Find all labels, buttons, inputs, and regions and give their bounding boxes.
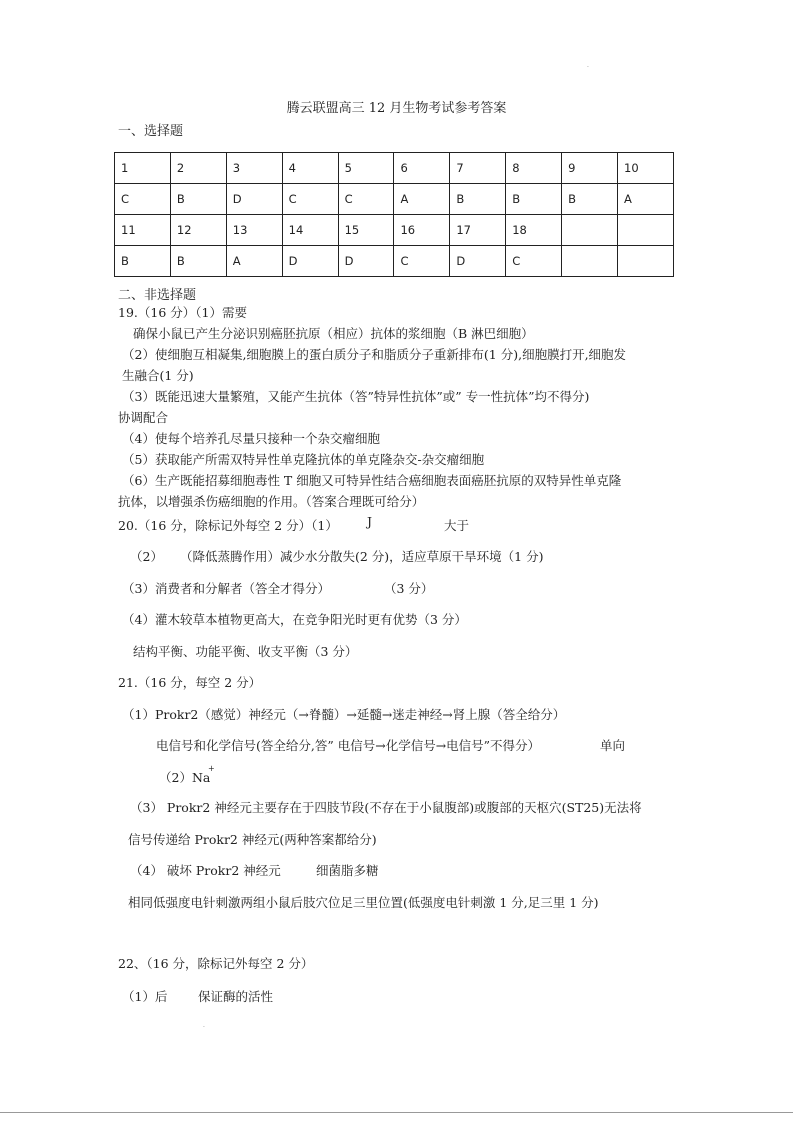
answer-table-cell xyxy=(618,215,674,246)
answer-table-cell: 9 xyxy=(562,153,618,184)
answer-table-cell: A xyxy=(618,184,674,215)
answer-table-cell: 13 xyxy=(226,215,282,246)
q20-line: （2） xyxy=(130,549,163,564)
answer-table-cell: 11 xyxy=(115,215,171,246)
q22-line: 保证酶的活性 xyxy=(198,989,274,1004)
answer-table-cell: D xyxy=(282,246,338,277)
answer-table-cell: 2 xyxy=(170,153,226,184)
answer-table-cell: C xyxy=(394,246,450,277)
q21-line: 信号传递给 Prokr2 神经元(两种答案都给分) xyxy=(128,832,377,847)
answer-table-row xyxy=(115,184,674,215)
q21-line: 相同低强度电针刺激两组小鼠后肢穴位足三里位置(低强度电针刺激 1 分,足三里 1 分) xyxy=(128,895,599,910)
q20-answer-j: J xyxy=(367,514,373,529)
q20-line: 结构平衡、功能平衡、收支平衡（3 分） xyxy=(133,644,358,659)
bottom-rule xyxy=(0,1112,793,1113)
answer-table-cell: D xyxy=(450,246,506,277)
answer-table-row xyxy=(115,215,674,246)
q20-answer-greater: 大于 xyxy=(444,518,470,533)
q19-header: 19.（16 分）（1）需要 xyxy=(118,305,247,320)
q21-line: （4） 破坏 Prokr2 神经元 xyxy=(130,863,281,878)
answer-table-cell: B xyxy=(450,184,506,215)
answer-table-cell: C xyxy=(506,246,562,277)
q19-line: 确保小鼠已产生分泌识别癌胚抗原（相应）抗体的浆细胞（B 淋巴细胞） xyxy=(133,326,534,341)
q21-line: 单向 xyxy=(600,738,626,753)
q20-header: 20.（16 分，除标记外每空 2 分）（1） xyxy=(118,518,338,533)
q21-line: （3） Prokr2 神经元主要存在于四肢节段(不存在于小鼠腹部)或腹部的天枢穴(ST25)无法将 xyxy=(130,800,642,815)
answer-table xyxy=(114,152,674,277)
answer-table-cell: C xyxy=(282,184,338,215)
corner-dot: · xyxy=(587,64,589,71)
answer-table-cell: B xyxy=(506,184,562,215)
answer-table-cell xyxy=(618,246,674,277)
q19-line: （2）使细胞互相凝集,细胞膜上的蛋白质分子和脂质分子重新排布(1 分),细胞膜打开,细胞发 xyxy=(122,347,627,362)
bottom-dot: · xyxy=(203,1024,205,1031)
section-nonchoice-heading: 二、非选择题 xyxy=(118,288,197,303)
section-choice-heading: 一、选择题 xyxy=(118,124,184,139)
q22-header: 22、（16 分，除标记外每空 2 分） xyxy=(118,956,314,971)
answer-table-cell: 10 xyxy=(618,153,674,184)
q19-line: 协调配合 xyxy=(118,410,169,425)
q19-line: （3）既能迅速大量繁殖，又能产生抗体（答”特异性抗体”或” 专一性抗体”均不得分) xyxy=(122,389,590,404)
answer-table-cell: 5 xyxy=(338,153,394,184)
answer-table-cell: 4 xyxy=(282,153,338,184)
answer-table-cell: 6 xyxy=(394,153,450,184)
q20-line: （4）灌木较草本植物更高大，在竞争阳光时更有优势（3 分） xyxy=(122,612,467,627)
q21-line: （1）Prokr2（感觉）神经元（→脊髓）→延髓→迷走神经→肾上腺（答全给分） xyxy=(122,707,566,722)
answer-table-cell: 1 xyxy=(115,153,171,184)
answer-table-row xyxy=(115,153,674,184)
q20-line: （降低蒸腾作用）减少水分散失(2 分)，适应草原干旱环境（1 分) xyxy=(180,549,544,564)
answer-table-cell: 3 xyxy=(226,153,282,184)
answer-table-cell: B xyxy=(562,184,618,215)
q20-line: （3 分） xyxy=(384,581,434,596)
answer-table-cell: B xyxy=(115,246,171,277)
page-title: 腾云联盟高三 12 月生物考试参考答案 xyxy=(286,101,507,116)
answer-table-cell: A xyxy=(394,184,450,215)
answer-table-row xyxy=(115,246,674,277)
answer-table-cell: B xyxy=(170,184,226,215)
answer-table-cell xyxy=(562,246,618,277)
answer-table-cell: 15 xyxy=(338,215,394,246)
answer-table-cell: 8 xyxy=(506,153,562,184)
q21-line: （2）Na xyxy=(159,770,211,785)
answer-table-cell: 12 xyxy=(170,215,226,246)
q19-line: （6）生产既能招募细胞毒性 T 细胞又可特异性结合癌细胞表面癌胚抗原的双特异性单克隆 xyxy=(122,473,622,488)
q19-line: 抗体，以增强杀伤癌细胞的作用。（答案合理既可给分） xyxy=(118,494,425,509)
q21-line: 电信号和化学信号(答全给分,答” 电信号→化学信号→电信号”不得分） xyxy=(156,738,541,753)
answer-table-cell: D xyxy=(338,246,394,277)
q19-line: 生融合(1 分) xyxy=(122,368,194,383)
answer-table-cell: 7 xyxy=(450,153,506,184)
q21-line: 细菌脂多糖 xyxy=(316,863,379,878)
answer-table-cell: C xyxy=(338,184,394,215)
answer-table-cell: 17 xyxy=(450,215,506,246)
answer-table-cell: 14 xyxy=(282,215,338,246)
q19-line: （5）获取能产所需双特异性单克隆抗体的单克隆杂交-杂交瘤细胞 xyxy=(122,452,485,467)
q20-line: （3）消费者和分解者（答全才得分） xyxy=(122,581,330,596)
answer-table-cell: A xyxy=(226,246,282,277)
q21-header: 21.（16 分，每空 2 分） xyxy=(118,675,262,690)
answer-table-cell: C xyxy=(115,184,171,215)
answer-table-cell: B xyxy=(170,246,226,277)
answer-table-cell xyxy=(562,215,618,246)
q22-line: （1）后 xyxy=(122,989,168,1004)
answer-table-cell: D xyxy=(226,184,282,215)
answer-table-cell: 18 xyxy=(506,215,562,246)
superscript-plus: + xyxy=(208,764,215,773)
q19-line: （4）使每个培养孔尽量只接种一个杂交瘤细胞 xyxy=(122,431,380,446)
answer-table-cell: 16 xyxy=(394,215,450,246)
